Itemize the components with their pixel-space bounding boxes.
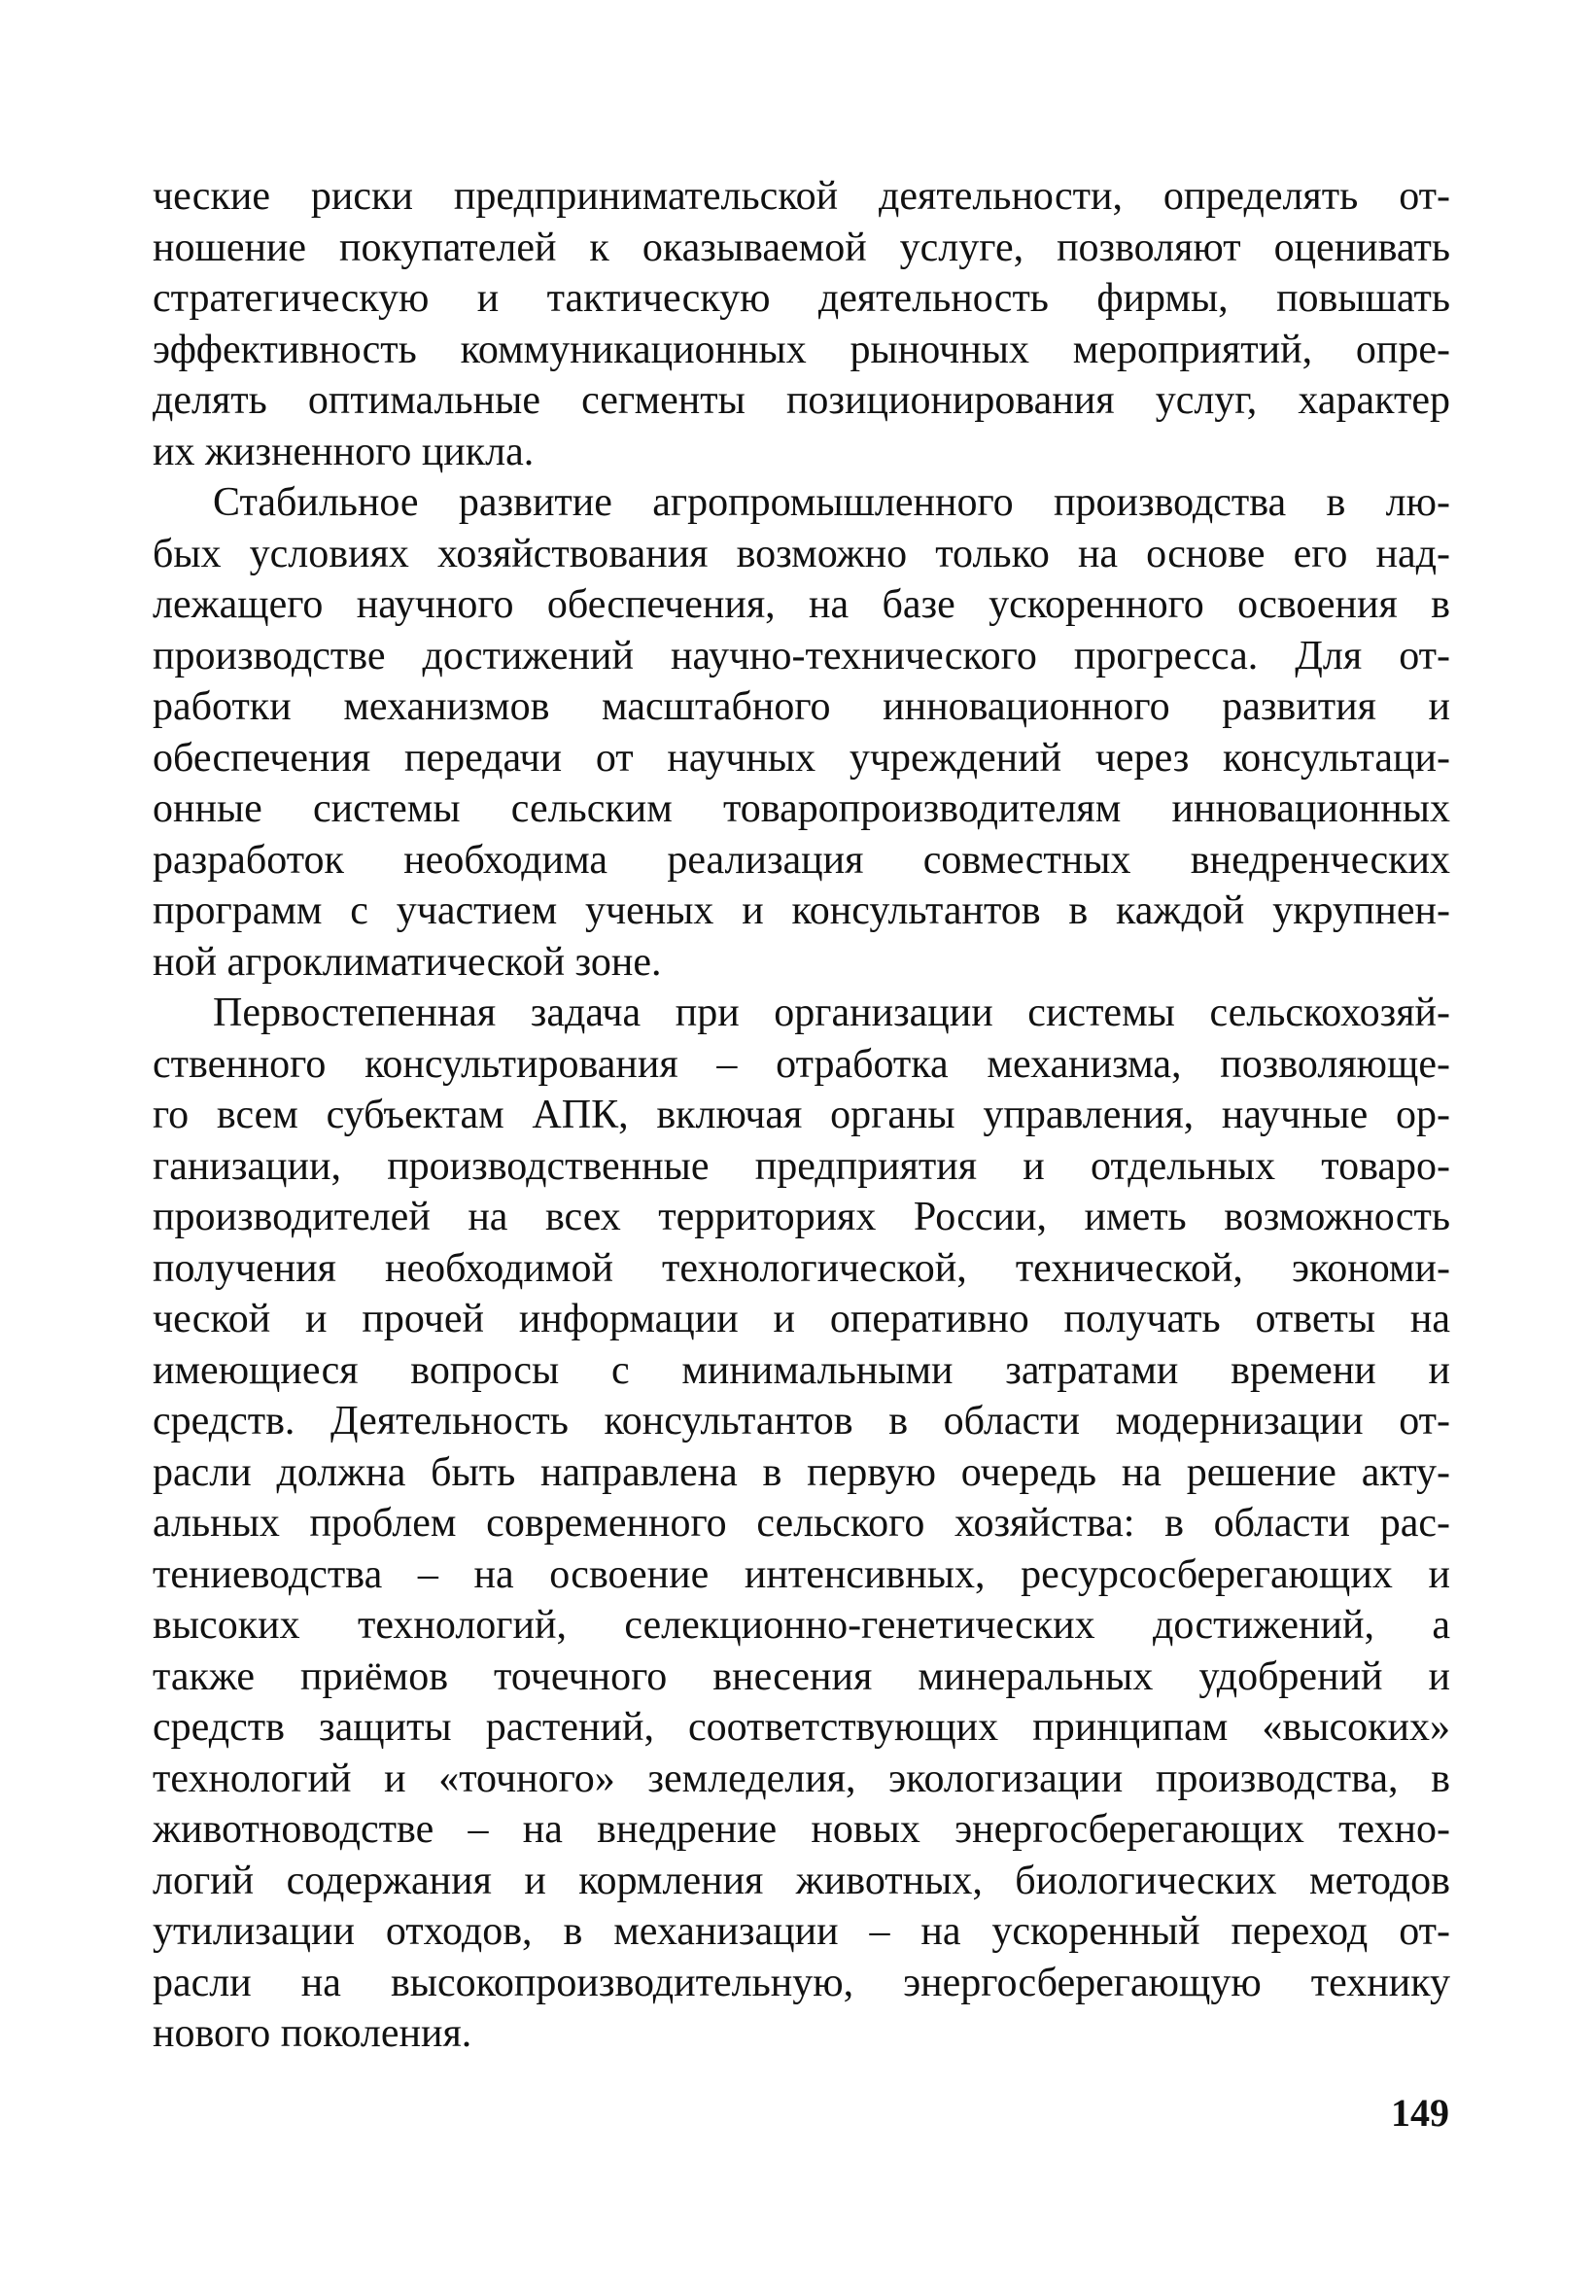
- text-line: ганизации, производственные предприятия и отдельных товаро-: [153, 1143, 1450, 1189]
- text-line: нового поколения.: [153, 2011, 472, 2056]
- text-line: стратегическую и тактическую деятельность фирмы, повышать: [153, 276, 1450, 321]
- text-line: производителей на всех территориях России, иметь возможность: [153, 1195, 1450, 1239]
- text-line: го всем субъектам АПК, включая органы управления, научные ор-: [153, 1093, 1450, 1137]
- text-line: лежащего научного обеспечения, на базе ускоренного освоения в: [153, 582, 1450, 627]
- text-line: эффективность коммуникационных рыночных мероприятий, опре-: [153, 327, 1450, 372]
- text-line: бых условиях хозяйствования возможно только на основе его над-: [153, 531, 1450, 576]
- text-line: логий содержания и кормления животных, биологических методов: [153, 1858, 1450, 1903]
- text-line: получения необходимой технологической, технической, экономи-: [153, 1245, 1450, 1291]
- text-line: работки механизмов масштабного инновационного развития и: [153, 684, 1450, 729]
- text-line: их жизненного цикла.: [153, 429, 535, 474]
- text-line: Первостепенная задача при организации системы сельскохозяй-: [213, 991, 1450, 1035]
- text-line: обеспечения передачи от научных учреждений через консультаци-: [153, 735, 1450, 781]
- text-line: утилизации отходов, в механизации – на ускоренный переход от-: [153, 1909, 1450, 1954]
- text-line: онные системы сельским товаропроизводителям инновационных: [153, 786, 1450, 831]
- text-line: высоких технологий, селекционно-генетических достижений, а: [153, 1603, 1450, 1648]
- text-line: имеющиеся вопросы с минимальными затратами времени и: [153, 1347, 1450, 1393]
- text-line: Стабильное развитие агропромышленного производства в лю-: [213, 480, 1450, 525]
- text-line: ной агроклиматической зоне.: [153, 939, 662, 985]
- body-text: [153, 171, 1450, 2060]
- text-line: производстве достижений научно-технического прогресса. Для от-: [153, 633, 1450, 678]
- text-line: альных проблем современного сельского хозяйства: в области рас-: [153, 1501, 1450, 1546]
- paragraph-3: [153, 988, 1450, 2060]
- text-line: делять оптимальные сегменты позиционирования услуг, характер: [153, 378, 1450, 423]
- text-line: также приёмов точечного внесения минеральных удобрений и: [153, 1653, 1450, 1699]
- text-line: технологий и «точного» земледелия, экологизации производства, в: [153, 1756, 1450, 1801]
- paragraph-2: [153, 477, 1450, 988]
- text-line: ношение покупателей к оказываемой услуге, позволяют оценивать: [153, 225, 1450, 270]
- text-line: расли на высокопроизводительную, энергосберегающую технику: [153, 1960, 1450, 2005]
- text-line: тениеводства – на освоение интенсивных, ресурсосберегающих и: [153, 1551, 1450, 1597]
- text-line: программ с участием ученых и консультантов в каждой укрупнен-: [153, 888, 1450, 933]
- text-line: ческие риски предпринимательской деятельности, определять от-: [153, 174, 1450, 219]
- text-line: средств защиты растений, соответствующих принципам «высоких»: [153, 1705, 1450, 1750]
- paragraph-1: [153, 171, 1450, 477]
- text-line: разработок необходима реализация совместных внедренческих: [153, 837, 1450, 883]
- text-line: ственного консультирования – отработка механизма, позволяюще-: [153, 1041, 1450, 1087]
- text-line: ческой и прочей информации и оперативно получать ответы на: [153, 1297, 1450, 1341]
- text-line: средств. Деятельность консультантов в области модернизации от-: [153, 1399, 1450, 1444]
- text-line: животноводстве – на внедрение новых энергосберегающих техно-: [153, 1807, 1450, 1852]
- text-line: расли должна быть направлена в первую очередь на решение акту-: [153, 1449, 1450, 1495]
- page-number: 149: [1391, 2091, 1449, 2135]
